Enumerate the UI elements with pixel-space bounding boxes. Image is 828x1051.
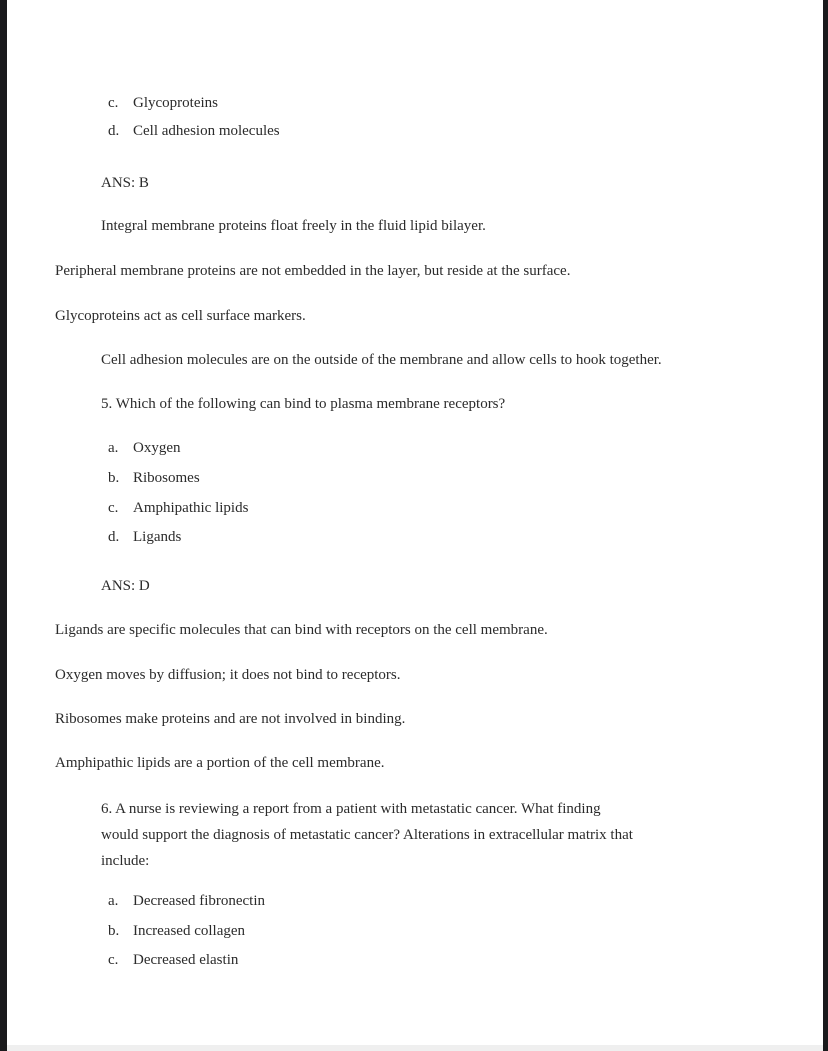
viewer-left-edge — [0, 0, 7, 1051]
option-letter: d. — [108, 529, 120, 545]
rationale-paragraph: Amphipathic lipids are a portion of the cell membrane. — [55, 755, 385, 771]
option-row — [108, 892, 265, 911]
option-letter: b. — [108, 470, 120, 486]
option-text: Cell adhesion molecules — [133, 123, 280, 139]
option-letter: a. — [108, 440, 119, 456]
option-text: Decreased elastin — [133, 952, 239, 968]
rationale-paragraph: Ribosomes make proteins and are not involved in binding. — [55, 711, 406, 727]
option-letter: d. — [108, 123, 120, 139]
option-row — [108, 439, 181, 458]
rationale-paragraph: Oxygen moves by diffusion; it does not bind to receptors. — [55, 667, 401, 683]
viewer-right-edge — [823, 0, 828, 1051]
option-text: Glycoproteins — [133, 95, 218, 111]
option-row — [108, 528, 181, 547]
option-row — [108, 951, 238, 970]
option-text: Amphipathic lipids — [133, 500, 249, 516]
rationale-paragraph: Glycoproteins act as cell surface markers. — [55, 308, 306, 324]
rationale-paragraph: Ligands are specific molecules that can bind with receptors on the cell membrane. — [55, 622, 548, 638]
option-row — [108, 94, 218, 113]
question-text: 5. Which of the following can bind to plasma membrane receptors? — [101, 396, 506, 412]
option-text: Decreased fibronectin — [133, 893, 266, 909]
option-text: Ribosomes — [133, 470, 200, 486]
option-letter: a. — [108, 893, 119, 909]
answer-label: ANS: B — [101, 175, 149, 191]
option-letter: c. — [108, 500, 119, 516]
option-letter: c. — [108, 952, 119, 968]
question-line: would support the diagnosis of metastatic cancer? Alterations in extracellular matrix that — [101, 827, 633, 843]
viewer-bottom-strip — [7, 1045, 823, 1051]
option-row — [108, 469, 200, 488]
option-letter: b. — [108, 923, 120, 939]
option-row — [108, 922, 245, 941]
option-row — [108, 499, 248, 518]
question-line: include: — [101, 853, 150, 869]
answer-label: ANS: D — [101, 578, 150, 594]
option-text: Oxygen — [133, 440, 181, 456]
option-row — [108, 122, 280, 141]
option-letter: c. — [108, 95, 119, 111]
option-text: Ligands — [133, 529, 182, 545]
rationale-paragraph: Cell adhesion molecules are on the outside of the membrane and allow cells to hook together. — [101, 352, 662, 368]
question-text — [101, 796, 633, 874]
rationale-paragraph: Integral membrane proteins float freely in the fluid lipid bilayer. — [101, 218, 486, 234]
rationale-paragraph: Peripheral membrane proteins are not embedded in the layer, but reside at the surface. — [55, 263, 571, 279]
question-line: 6. A nurse is reviewing a report from a patient with metastatic cancer. What finding — [101, 801, 601, 817]
option-text: Increased collagen — [133, 923, 246, 939]
